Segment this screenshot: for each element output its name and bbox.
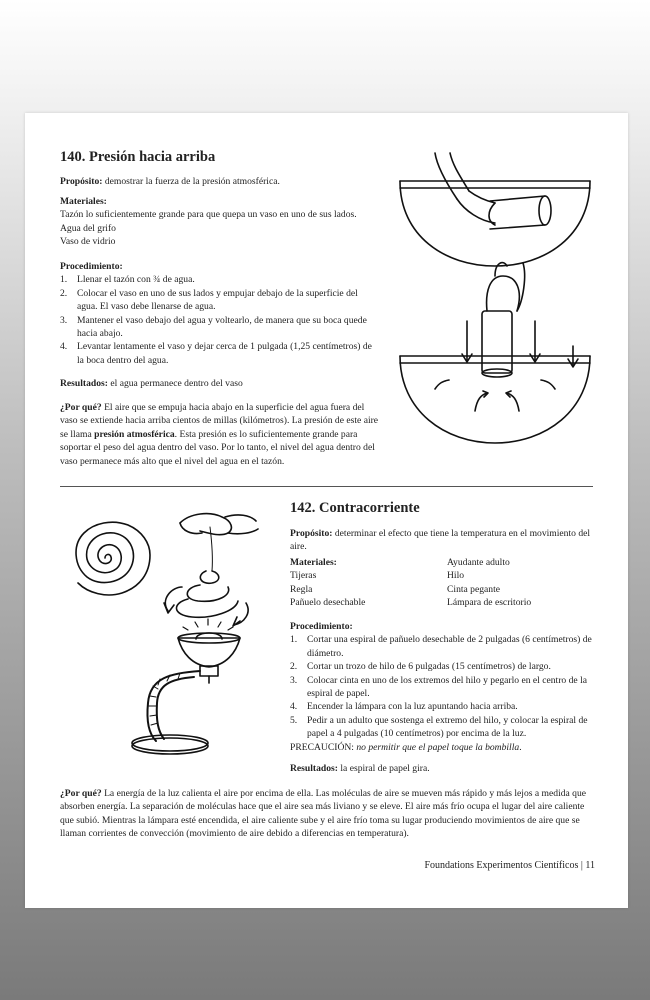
exp142-title: 142. Contracorriente xyxy=(290,500,420,516)
exp142-materials-left xyxy=(290,556,440,610)
page-footer: Foundations Experimentos Científicos | 11 xyxy=(424,860,595,871)
exp142-procedure-label: Procedimiento: xyxy=(290,621,353,632)
exp142-why-label: ¿Por qué? xyxy=(60,788,102,799)
exp142-caution-end: . xyxy=(519,741,522,753)
exp142-procedure xyxy=(290,620,595,754)
exp142-materials-label: Materiales: xyxy=(290,557,337,568)
exp140-material-item: Tazón lo suficientemente grande para que quepa un vaso en uno de sus lados. xyxy=(60,209,357,221)
step-text: Cortar una espiral de pañuelo desechable de 2 pulgadas (6 centímetros) de diámetro. xyxy=(307,634,592,659)
step-number: 5. xyxy=(290,714,298,726)
exp142-results-label: Resultados: xyxy=(290,763,338,774)
step-number: 2. xyxy=(60,287,68,299)
exp140-results-label: Resultados: xyxy=(60,378,108,389)
book-page xyxy=(25,113,628,908)
exp142-material-item: Hilo xyxy=(447,570,465,582)
exp142-step xyxy=(290,714,595,741)
exp140-why-text: El aire que se empuja hacia abajo en la superficie del agua fuera del vaso se extiende hacia arriba cientos de millas (kilómetros). La presión de este aire se llama xyxy=(60,402,379,440)
exp142-why xyxy=(60,787,595,841)
exp142-step xyxy=(290,660,595,673)
exp142-caution-text: no permitir que el papel toque la bombilla xyxy=(356,741,520,753)
step-text: Llenar el tazón con ¾ de agua. xyxy=(77,274,195,286)
step-number: 3. xyxy=(60,314,68,326)
step-number: 3. xyxy=(290,674,298,686)
step-text: Colocar el vaso en uno de sus lados y empujar debajo de la superficie del agua. El vaso debe llenarse de agua. xyxy=(77,287,358,313)
exp140-procedure xyxy=(60,260,380,367)
exp140-purpose-text: demostrar la fuerza de la presión atmosférica. xyxy=(102,176,280,187)
step-text: Encender la lámpara con la luz apuntando hacia arriba. xyxy=(307,701,518,713)
exp140-why-label: ¿Por qué? xyxy=(60,402,102,413)
exp140-step xyxy=(60,340,380,367)
exp142-purpose-text: determinar el efecto que tiene la temperatura en el movimiento del aire. xyxy=(290,528,591,553)
exp140-results-text: el agua permanece dentro del vaso xyxy=(107,378,243,389)
exp142-purpose-label: Propósito: xyxy=(290,528,333,539)
exp142-material-item: Cinta pegante xyxy=(447,583,501,595)
exp140-step xyxy=(60,314,380,341)
paper-spiral-drawing xyxy=(76,522,150,595)
exp140-step xyxy=(60,287,380,314)
exp142-step xyxy=(290,700,595,713)
exp140-title: 140. Presión hacia arriba xyxy=(60,149,216,165)
exp142-material-item: Pañuelo desechable xyxy=(290,597,366,609)
exp142-steps xyxy=(290,633,595,740)
step-text: Pedir a un adulto que sostenga el extremo del hilo, y colocar la espiral de papel a 4 pulgadas (10 centímetros) por encima de la luz. xyxy=(307,714,588,740)
step-number: 4. xyxy=(60,341,68,353)
step-number: 1. xyxy=(290,634,298,646)
exp142-step xyxy=(290,633,595,660)
bowl-glass-illustration xyxy=(395,151,595,451)
step-text: Mantener el vaso debajo del agua y voltearlo, de manera que su boca quede hacia abajo. xyxy=(77,314,367,340)
exp142-caution xyxy=(290,741,595,754)
spiral-lamp-illustration xyxy=(60,503,280,753)
exp142-caution-label: PRECAUCIÓN: xyxy=(290,741,354,753)
exp140-material-item: Vaso de vidrio xyxy=(60,236,116,248)
exp140-procedure-label: Procedimiento: xyxy=(60,261,123,272)
exp140-material-item: Agua del grifo xyxy=(60,222,116,234)
exp140-why-text-end: . Esta presión es lo suficientemente grande para soportar el peso del agua dentro del vaso. Por lo tanto, el nivel del agua dentro del vaso permanece más alto que el nivel del agua en el tazón. xyxy=(60,428,375,467)
exp142-why-text: La energía de la luz calienta el aire por encima de ella. Las moléculas de aire se mueven más rápido y más lejos a medida que absorben energía. La separación de moléculas hace que el aire sea más liviano y se eleve. El aire más frío ocupa el lugar del aire caliente que subió. Mientras la lámpara esté encendida, el aire caliente sube y el aire frío toma su lugar produciendo movimientos de aire que se llaman corrientes de convección (movimiento de aire debido a diferencias en temperatura). xyxy=(60,788,587,840)
exp140-purpose xyxy=(60,175,400,188)
exp142-material-item: Regla xyxy=(290,583,313,595)
exp140-materials xyxy=(60,195,400,249)
exp142-material-item: Lámpara de escritorio xyxy=(447,597,532,609)
exp140-steps xyxy=(60,273,380,367)
exp140-materials-label: Materiales: xyxy=(60,196,107,207)
exp142-step xyxy=(290,674,595,701)
exp142-material-item: Ayudante adulto xyxy=(447,557,510,568)
exp142-results-text: la espiral de papel gira. xyxy=(337,763,430,774)
exp140-why-bold: presión atmosférica xyxy=(94,428,175,440)
section-divider xyxy=(60,486,593,487)
step-number: 4. xyxy=(290,701,298,713)
step-text: Colocar cinta en uno de los extremos del hilo y pegarlo en el centro de la espiral de papel. xyxy=(307,674,587,700)
step-text: Levantar lentamente el vaso y dejar cerca de 1 pulgada (1,25 centímetros) de la boca dentro del agua. xyxy=(77,341,372,366)
exp140-step xyxy=(60,273,380,286)
step-text: Cortar un trozo de hilo de 6 pulgadas (15 centímetros) de largo. xyxy=(307,661,551,673)
exp142-results xyxy=(290,762,595,775)
exp142-materials-right xyxy=(447,556,597,610)
step-number: 2. xyxy=(290,661,298,673)
step-number: 1. xyxy=(60,274,68,286)
exp140-results xyxy=(60,377,400,390)
exp140-why xyxy=(60,401,382,468)
exp142-purpose xyxy=(290,527,595,554)
exp142-material-item: Tijeras xyxy=(290,570,317,582)
exp140-purpose-label: Propósito: xyxy=(60,176,103,187)
